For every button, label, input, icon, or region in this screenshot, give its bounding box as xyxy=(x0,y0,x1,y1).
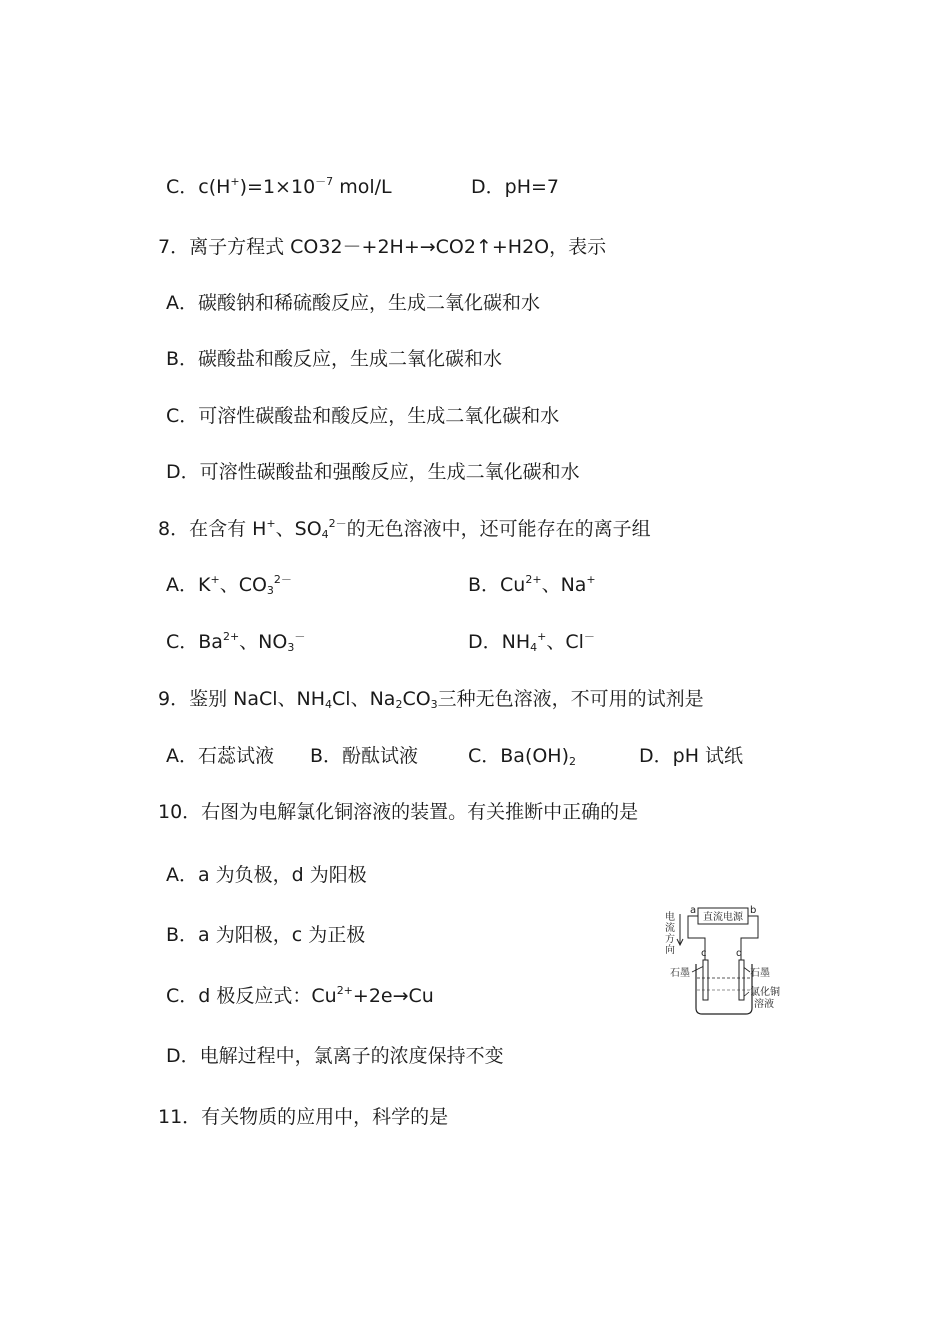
q9-option-a: A．石蕊试液 xyxy=(166,745,274,767)
q8-option-b: B．$Cu^{2+}$、Na+ xyxy=(468,573,596,596)
q8-option-a: A．K+、$CO_3^{2-}$ xyxy=(166,573,292,597)
graphite-electrode-d xyxy=(739,960,744,1000)
q10-option-b: B．a 为阳极，c 为正极 xyxy=(166,924,366,946)
q9-option-d: D．pH 试纸 xyxy=(639,745,744,767)
q9-option-c: C．$Ba(OH)_2$ xyxy=(468,745,577,768)
solution-label-line2: 溶液 xyxy=(754,999,774,1010)
q10-option-a: A．a 为负极，d 为阳极 xyxy=(166,864,367,886)
solution-label: 氯化铜 xyxy=(750,987,780,998)
q11-stem: 11．有关物质的应用中，科学的是 xyxy=(158,1106,449,1128)
q6-option-c: C．$c(H^+)=1\times 10^{-7}$ mol/L xyxy=(166,175,392,198)
left-electrode-label: 石墨 xyxy=(670,968,690,979)
q7-option-c: C．可溶性碳酸盐和酸反应，生成二氧化碳和水 xyxy=(166,405,560,427)
q10-option-c: C．d 极反应式：$Cu^{2+}+2e\to Cu$ xyxy=(166,984,434,1007)
current-direction-label xyxy=(665,910,675,956)
q10-stem: 10．右图为电解氯化铜溶液的装置。有关推断中正确的是 xyxy=(158,801,639,823)
q7-stem: 7．离子方程式 CO32－+2H+→CO2↑+H2O，表示 xyxy=(158,236,607,258)
electrolysis-diagram xyxy=(664,904,794,1019)
svg-text:方: 方 xyxy=(665,934,675,945)
electrode-c-label: c xyxy=(701,948,707,959)
dc-power-label: 直流电源 xyxy=(703,912,743,923)
q7-option-b: B．碳酸盐和酸反应，生成二氧化碳和水 xyxy=(166,348,503,370)
terminal-a-label: a xyxy=(690,905,697,916)
q8-option-d: D．$NH_4^+$、Cl－ xyxy=(468,630,595,654)
q10-option-d: D．电解过程中，氯离子的浓度保持不变 xyxy=(166,1045,504,1067)
electrode-d-label: d xyxy=(736,948,743,959)
terminal-b-label: b xyxy=(750,905,757,916)
q9-stem: 9．鉴别 NaCl、$NH_4Cl$、$Na_2CO_3$三种无色溶液，不可用的试剂是 xyxy=(158,688,704,711)
right-electrode-label: 石墨 xyxy=(750,968,770,979)
circuit-wires xyxy=(688,916,758,994)
q7-option-d: D．可溶性碳酸盐和强酸反应，生成二氧化碳和水 xyxy=(166,461,580,483)
q9-option-b: B．酚酞试液 xyxy=(310,745,419,767)
q7-option-a: A．碳酸钠和稀硫酸反应，生成二氧化碳和水 xyxy=(166,292,540,314)
svg-text:电: 电 xyxy=(665,912,675,923)
q6-option-d: D．pH=7 xyxy=(471,176,559,198)
q8-stem: 8．在含有 H+、$SO_4^{2-}$的无色溶液中，还可能存在的离子组 xyxy=(158,517,651,541)
graphite-electrode-c xyxy=(703,960,708,1000)
svg-text:向: 向 xyxy=(665,945,675,956)
q8-option-c: C．$Ba^{2+}$、$NO_3^-$ xyxy=(166,630,306,654)
svg-text:流: 流 xyxy=(665,923,675,934)
current-arrow xyxy=(677,914,683,945)
